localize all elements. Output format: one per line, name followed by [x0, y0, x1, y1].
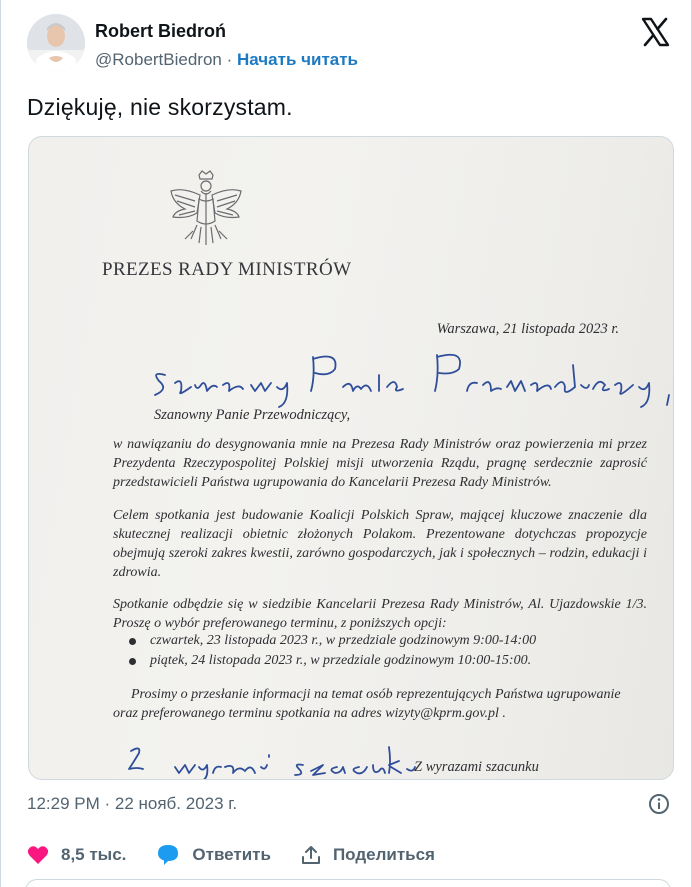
handle-separator: · [221, 50, 237, 69]
reply-label: Ответить [192, 845, 271, 864]
handwritten-closing [127, 743, 417, 780]
heart-icon [27, 845, 49, 865]
next-card-edge [25, 879, 671, 887]
tweet-actions [27, 842, 465, 868]
reply-button[interactable] [156, 844, 271, 866]
share-button[interactable] [301, 845, 435, 865]
letter-paragraph-4 [113, 685, 647, 723]
reply-bubble-icon [156, 844, 180, 866]
letter-paragraph-2: Celem spotkania jest budowanie Koalicji Polskich Spraw, mającej kluczowe znaczenie dla skutecznej realizacji obietnic złożonych Polakom. Prezentowane dotychczas propozycje obejmują szeroki zakres kwestii, zarówno gospodarczych, jak i społecznych – rodzin, edukacji i zdrowia. [113, 508, 647, 580]
letter-date: Warszawa, 21 listopada 2023 r. [436, 321, 619, 337]
letter-options-list [129, 631, 536, 671]
bullet-icon [129, 658, 136, 665]
like-button[interactable] [27, 845, 126, 865]
letter-paragraph-1: w nawiązaniu do desygnowania mnie na Prezesa Rady Ministrów oraz powierzenia mi przez Prezydenta Rzeczypospolitej Polskiej misji utworzenia Rządu, pragnę serdecznie zaprosić przedstawicieli Państwa ugrupowania do Kancelarii Prezesa Rady Ministrów. [113, 437, 647, 490]
letter-office-header: PREZES RADY MINISTRÓW [102, 259, 352, 280]
follow-link[interactable]: Начать читать [237, 50, 359, 69]
author-handle-row [95, 50, 358, 70]
like-count: 8,5 тыс. [61, 845, 127, 864]
info-icon[interactable] [648, 793, 670, 815]
author-handle[interactable]: @RobertBiedron [95, 50, 222, 69]
tweet-timestamp[interactable]: 12:29 PM · 22 нояб. 2023 г. [27, 794, 238, 813]
handwritten-salutation [147, 347, 674, 409]
bullet-icon [129, 638, 136, 645]
x-logo-icon[interactable] [639, 16, 671, 48]
share-label: Поделиться [332, 845, 435, 864]
letter-salutation: Szanowny Panie Przewodniczący, [154, 407, 351, 423]
letter-paragraph-3: Spotkanie odbędzie się w siedzibie Kancelarii Prezesa Rady Ministrów, Al. Ujazdowskie 1/3. Proszę o wybór preferowanego terminu, z poniższych opcji: [113, 597, 647, 631]
eagle-emblem-icon [163, 169, 249, 253]
share-icon [301, 845, 321, 865]
tweet-text: Dziękuję, nie skorzystam. [27, 94, 293, 120]
letter-paragraph-4-line-1: Prosimy o przesłanie informacji na temat osób reprezentujących Państwa ugrupowanie [131, 687, 621, 702]
list-item: piątek, 24 listopada 2023 r., w przedziale godzinowym 10:00-15:00. [129, 651, 536, 671]
letter-closing: Z wyrazami szacunku [414, 759, 539, 775]
list-item: czwartek, 23 listopada 2023 r., w przedziale godzinowym 9:00-14:00 [129, 631, 536, 651]
author-name[interactable]: Robert Biedroń [95, 21, 227, 41]
letter-paragraph-4-line-2: oraz preferowanego terminu spotkania na adres wizyty@kprm.gov.pl . [113, 706, 506, 721]
avatar[interactable] [27, 14, 85, 72]
tweet-photo[interactable] [28, 136, 674, 780]
